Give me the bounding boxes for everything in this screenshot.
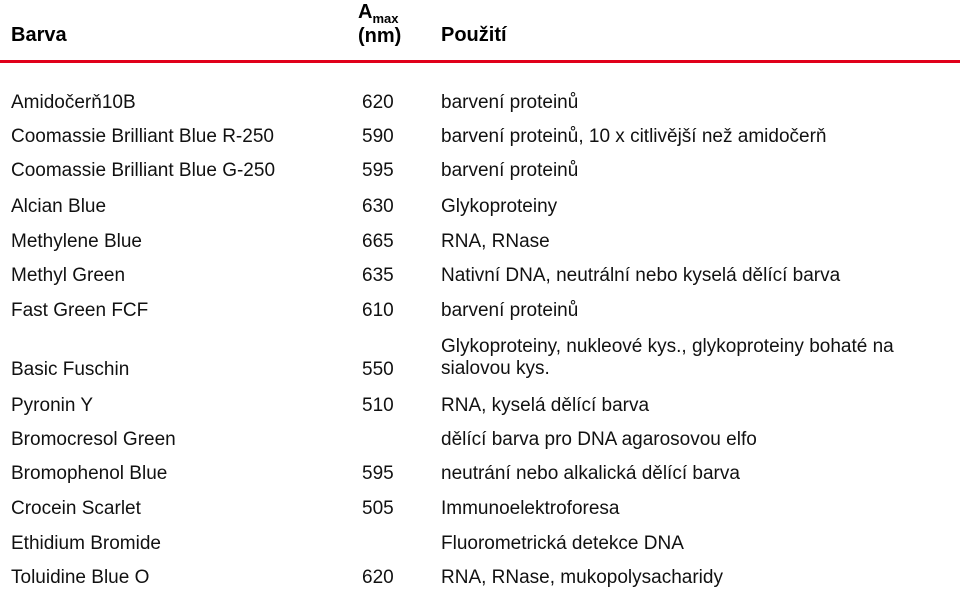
dye-name: Fast Green FCF — [11, 300, 149, 321]
header-amax-unit: (nm) — [358, 25, 402, 47]
dye-use: Immunoelektroforesa — [441, 498, 620, 519]
dye-name: Bromophenol Blue — [11, 463, 168, 484]
dye-name: Amidočerň10B — [11, 92, 136, 113]
dye-amax: 510 — [362, 395, 394, 416]
dye-name: Basic Fuschin — [11, 359, 130, 380]
dye-use: Glykoproteiny — [441, 196, 558, 217]
dye-amax: 590 — [362, 126, 394, 147]
dye-use: dělící barva pro DNA agarosovou elfo — [441, 429, 757, 450]
dye-name: Crocein Scarlet — [11, 498, 141, 519]
dye-name: Methyl Green — [11, 265, 126, 286]
dye-use: barvení proteinů — [441, 300, 579, 321]
dye-amax: 610 — [362, 300, 394, 321]
dye-name: Coomassie Brilliant Blue R-250 — [11, 126, 274, 147]
dye-use: barvení proteinů — [441, 92, 579, 113]
dye-amax: 635 — [362, 265, 394, 286]
dye-amax: 630 — [362, 196, 394, 217]
dye-use: RNA, kyselá dělící barva — [441, 395, 650, 416]
header-amax — [358, 0, 398, 26]
dye-name: Toluidine Blue O — [11, 567, 150, 588]
dye-amax: 595 — [362, 160, 394, 181]
dye-name: Bromocresol Green — [11, 429, 176, 450]
dye-use: RNA, RNase, mukopolysacharidy — [441, 567, 723, 588]
dye-use: Glykoproteiny, nukleové kys., glykoproteiny bohaté na sialovou kys. — [441, 336, 894, 379]
dye-use: barvení proteinů — [441, 160, 579, 181]
header-amax-subscript: max — [372, 11, 399, 26]
dye-amax: 620 — [362, 92, 394, 113]
dye-amax: 595 — [362, 463, 394, 484]
dye-use: neutrání nebo alkalická dělící barva — [441, 463, 740, 484]
header-pouziti: Použití — [441, 24, 507, 46]
dye-name: Methylene Blue — [11, 231, 142, 252]
header-barva: Barva — [11, 24, 67, 46]
dye-amax: 620 — [362, 567, 394, 588]
table-header — [0, 0, 960, 63]
dye-name: Alcian Blue — [11, 196, 107, 217]
table-row — [0, 336, 960, 382]
dye-amax: 505 — [362, 498, 394, 519]
header-amax-symbol: A — [358, 1, 373, 23]
dye-name: Ethidium Bromide — [11, 533, 161, 554]
dye-use: barvení proteinů, 10 x citlivější než amidočerň — [441, 126, 827, 147]
dye-name: Pyronin Y — [11, 395, 94, 416]
dye-amax: 550 — [362, 359, 394, 380]
dye-use: Fluorometrická detekce DNA — [441, 533, 684, 554]
dye-use: RNA, RNase — [441, 231, 550, 252]
dye-amax: 665 — [362, 231, 394, 252]
dye-name: Coomassie Brilliant Blue G-250 — [11, 160, 276, 181]
dye-use: Nativní DNA, neutrální nebo kyselá dělící barva — [441, 265, 841, 286]
